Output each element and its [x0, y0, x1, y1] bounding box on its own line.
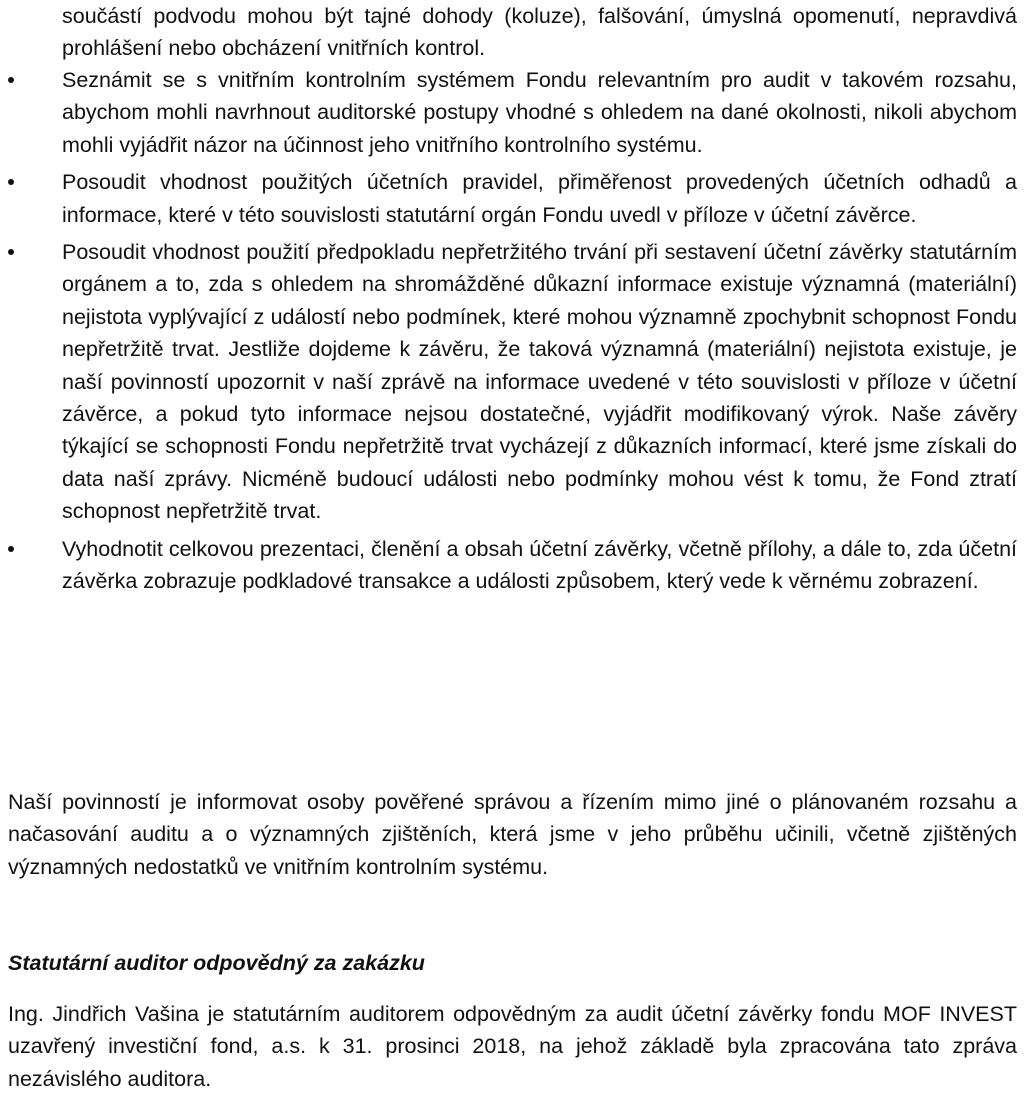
governance-paragraph: Naší povinností je informovat osoby pověřené správou a řízením mimo jiné o plánovaném rozsahu a načasování auditu a o významných zjištěních, která jsme v jeho průběhu učinili, včetně zjištěných významných nedostatků ve vnitřním kontrolním systému.	[8, 790, 1017, 879]
list-item	[0, 64, 1017, 161]
bullet-icon	[8, 249, 14, 255]
list-item	[0, 236, 1017, 528]
bullet-text: Posoudit vhodnost použití předpokladu nepřetržitého trvání při sestavení účetní závěrky statutárním orgánem a to, zda s ohledem na shromážděné důkazní informace existuje významná (materiální) nejistota vyplývající z událostí nebo podmínek, které mohou významně zpochybnit schopnost Fondu nepřetržitě trvat. Jestliže dojdeme k závěru, že taková významná (materiální) nejistota existuje, je naší povinností upozornit v naší zprávě na informace uvedené v této souvislosti v příloze v účetní závěrce, a pokud tyto informace nejsou dostatečné, vyjádřit modifikovaný výrok. Naše závěry týkající se schopnosti Fondu nepřetržitě trvat vycházejí z důkazních informací, které jsme získali do data naší zprávy. Nicméně budoucí události nebo podmínky mohou vést k tomu, že Fond ztratí schopnost nepřetržitě trvat.	[62, 240, 1017, 524]
list-item	[0, 533, 1017, 598]
bullet-text: Posoudit vhodnost použitých účetních pravidel, přiměřenost provedených účetních odhadů a informace, které v této souvislosti statutární orgán Fondu uvedl v příloze v účetní závěrce.	[62, 170, 1017, 227]
bullet-list	[0, 64, 1024, 603]
continuation-paragraph: součástí podvodu mohou být tajné dohody (koluze), falšování, úmyslná opomenutí, nepravdivá prohlášení nebo obcházení vnitřních kontrol.	[62, 4, 1017, 61]
bullet-text: Vyhodnotit celkovou prezentaci, členění a obsah účetní závěrky, včetně přílohy, a dále to, zda účetní závěrka zobrazuje podkladové transakce a události způsobem, který vede k věrnému zobrazení.	[62, 536, 1017, 594]
bullet-icon	[8, 546, 14, 552]
section-heading: Statutární auditor odpovědný za zakázku	[8, 951, 425, 975]
bullet-text: Seznámit se s vnitřním kontrolním systémem Fondu relevantním pro audit v takovém rozsahu, abychom mohli navrhnout auditorské postupy vhodné s ohledem na dané okolnosti, nikoli abychom mohli vyjádřit názor na účinnost jeho vnitřního kontrolního systému.	[62, 68, 1017, 157]
bullet-icon	[8, 179, 14, 185]
bullet-icon	[8, 77, 14, 83]
list-item	[0, 166, 1017, 231]
auditor-paragraph: Ing. Jindřich Vašina je statutárním auditorem odpovědným za audit účetní závěrky fondu MOF INVEST uzavřený investiční fond, a.s. k 31. prosinci 2018, na jehož základě byla zpracována tato zpráva nezávislého auditora.	[8, 1002, 1017, 1091]
